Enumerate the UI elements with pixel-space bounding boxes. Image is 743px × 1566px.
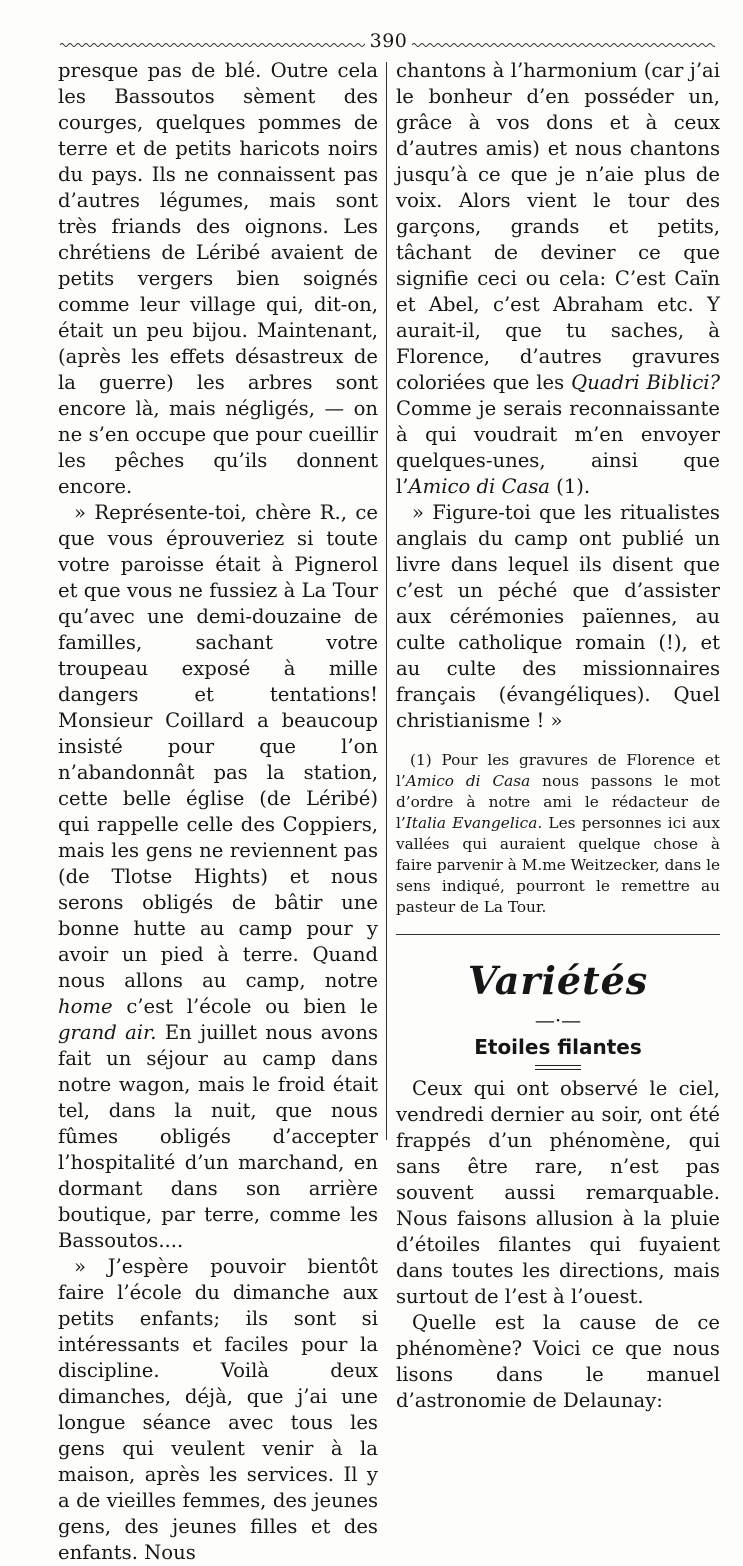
header-wavy-rule-right xyxy=(412,42,715,48)
paragraph-text: En juillet nous avons fait un séjour au camp dans notre wagon, mais le froid était tel, dans la nuit, que nous fûmes obligés d’accepter l’hospitalité d’un marchand, en dormant dans son arrière boutique, par terre, comme les Bassoutos.... xyxy=(58,1021,378,1252)
paragraph-text: c’est l’école ou bien le xyxy=(112,995,378,1018)
title-dash-ornament: —·— xyxy=(534,1008,582,1032)
section-title: Variétés xyxy=(467,958,649,1003)
italic-home: home xyxy=(58,995,113,1018)
paragraph-crops: presque pas de blé. Outre cela les Bassoutos sèment des courges, quelques pommes de terre et de petits haricots noirs du pays. Ils ne connaissent pas d’autres légumes, mais sont très friands des oignons. Les chrétiens de Léribé avaient de petits vergers bien soignés comme leur village qui, dit-on, était un peu bijou. Maintenant, (après les effets désastreux de la guerre) les arbres sont encore là, mais négligés, — on ne s’en occupe que pour cueillir les pêches qu’ils donnent encore. xyxy=(58,59,378,498)
footnote-text: nous passons le mot d’ordre à notre ami le rédacteur de l’ xyxy=(396,772,720,832)
paragraph-shooting-stars: Ceux qui ont observé le ciel, vendredi dernier au soir, ont été frappés d’un phénomène, qui sans être rare, n’est pas souvent aussi remarquable. Nous faisons allusion à la pluie d’étoiles filantes qui fuyaient dans toutes les directions, mais surtout de l’est à l’ouest. xyxy=(396,1077,720,1308)
paragraph-cause: Quelle est la cause de ce phénomène? Voici ce que nous lisons dans le manuel d’astronomie de Delaunay: xyxy=(396,1311,720,1412)
italic-amico-di-casa: Amico di Casa xyxy=(405,772,531,790)
page-number: 390 xyxy=(369,30,408,52)
paragraph-harmonium xyxy=(396,58,720,500)
footnote-text: Les personnes ici aux vallées qui auraient quelque chose à faire parvenir à M.me Weitzecker, dans le sens indiqué, pourront le remettre au pasteur de La Tour. xyxy=(396,814,721,916)
header-wavy-rule-left xyxy=(60,42,365,48)
page-header xyxy=(60,30,715,56)
right-column xyxy=(396,58,720,1414)
paragraph-ritualists: » Figure-toi que les ritualistes anglais du camp ont publié un livre dans lequel ils disent que c’est un péché que d’assister aux cérémonies païennes, au culte catholique romain (!), et au culte des missionnaires français (évangéliques). Quel christianisme ! » xyxy=(396,501,720,732)
paragraph-sunday-school: » J’espère pouvoir bientôt faire l’école du dimanche aux petits enfants; ils sont si intéressants et faciles pour la discipline. Voilà deux dimanches, déjà, que j’ai une longue séance avec tous les gens qui veulent venir à la maison, après les services. Il y a de vieilles femmes, des jeunes gens, des jeunes filles et des enfants. Nous xyxy=(58,1255,378,1564)
paragraph-text: » Représente-toi, chère R., ce que vous éprouveriez si toute votre paroisse était à Pignerol et que vous ne fussiez à La Tour qu’avec une demi-douzaine de familles, sachant votre troupeau exposé à mille dangers et tentations! Monsieur Coillard a beaucoup insisté pour que l’on n’abandonnât pas la station, cette belle église (de Léribé) qui rappelle celle des Coppiers, mais les gens ne reviennent pas (de Tlotse Hights) et nous serons obligés de bâtir une bonne hutte au camp pour y avoir un pied à terre. Quand nous allons au camp, notre xyxy=(58,501,378,992)
italic-italia-evangelica: Italia Evangelica. xyxy=(405,814,543,832)
footnote-text: (1) Pour les gravures de Florence et l’ xyxy=(396,751,720,790)
column-divider xyxy=(386,62,387,1140)
paragraph-text: (1). xyxy=(549,475,591,498)
italic-quadri-biblici: Quadri Biblici? xyxy=(571,371,720,394)
paragraph-text: chantons à l’harmonium (car j’ai le bonheur d’en posséder un, grâce à vos dons et à ceux d’autres amis) et nous chantons jusqu’à ce que je n’aie plus de voix. Alors vient le tour des garçons, grands et petits, tâchant de deviner ce que signifie ceci ou cela: C’est Caïn et Abel, c’est Abraham etc. Y aurait-il, que tu saches, à Florence, d’autres gravures coloriées que les xyxy=(396,59,720,394)
left-column xyxy=(58,58,378,1566)
italic-grand-air: grand air. xyxy=(58,1021,157,1044)
paragraph-representation xyxy=(58,500,378,1254)
footnote xyxy=(396,750,720,918)
paragraph-text: Comme je serais reconnaissante à qui voudrait m’en envoyer quelques-unes, ainsi que l’ xyxy=(396,397,720,498)
section-rule xyxy=(396,934,720,935)
italic-amico-di-casa: Amico di Casa xyxy=(408,475,550,498)
article-title: Etoiles filantes xyxy=(474,1035,642,1059)
double-rule-ornament xyxy=(535,1065,581,1070)
